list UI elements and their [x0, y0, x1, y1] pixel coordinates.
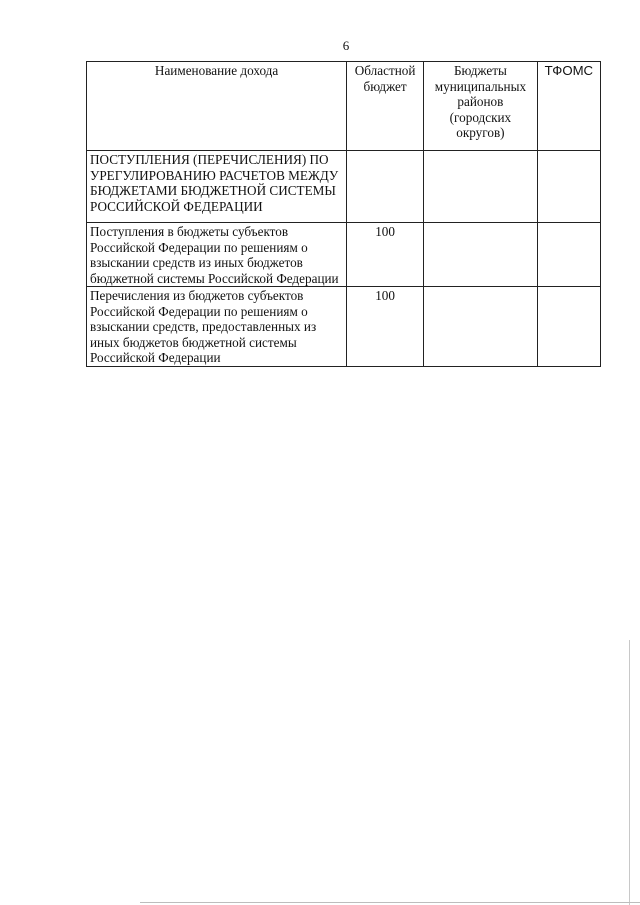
- section-municipal-cell: [424, 151, 538, 223]
- header-municipal-budgets: Бюджеты муниципальных районов (городских округов): [424, 62, 538, 151]
- row-regional-value: 100: [347, 223, 424, 287]
- row-regional-value: 100: [347, 287, 424, 367]
- row-municipal-value: [424, 223, 538, 287]
- header-tfoms: ТФОМС: [537, 62, 600, 151]
- income-distribution-table: [86, 61, 601, 367]
- page-number: 6: [342, 38, 350, 53]
- row-income-name: Перечисления из бюджетов субъектов Российской Федерации по решениям о взыскании средств, предоставленных из иных бюджетов бюджетной системы Российской Федерации: [87, 287, 347, 367]
- section-regional-cell: [347, 151, 424, 223]
- section-title: ПОСТУПЛЕНИЯ (ПЕРЕЧИСЛЕНИЯ) ПО УРЕГУЛИРОВАНИЮ РАСЧЕТОВ МЕЖДУ БЮДЖЕТАМИ БЮДЖЕТНОЙ СИСТЕМЫ РОССИЙСКОЙ ФЕДЕРАЦИИ: [87, 151, 347, 223]
- row-municipal-value: [424, 287, 538, 367]
- table-row: [87, 287, 601, 367]
- row-tfoms-value: [537, 287, 600, 367]
- table-row: [87, 223, 601, 287]
- row-tfoms-value: [537, 223, 600, 287]
- row-income-name: Поступления в бюджеты субъектов Российской Федерации по решениям о взыскании средств из иных бюджетов бюджетной системы Российской Федерации: [87, 223, 347, 287]
- scan-edge-line: [629, 640, 630, 905]
- header-income-name: Наименование дохода: [87, 62, 347, 151]
- scan-bottom-line: [140, 902, 640, 903]
- section-tfoms-cell: [537, 151, 600, 223]
- table-header-row: [87, 62, 601, 151]
- section-row: [87, 151, 601, 223]
- header-regional-budget: Областной бюджет: [347, 62, 424, 151]
